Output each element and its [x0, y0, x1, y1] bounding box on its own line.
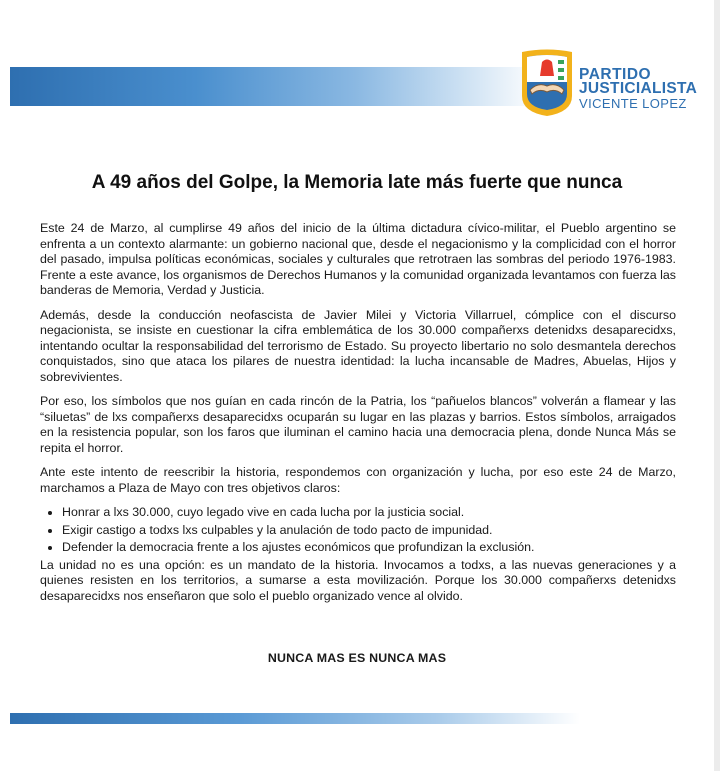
body-paragraph-4: Ante este intento de reescribir la historia, respondemos con organización y lucha, por eso este 24 de Marzo, marchamos a Plaza de Mayo con tres objetivos claros:	[40, 465, 676, 495]
closing-slogan: NUNCA MAS ES NUNCA MAS	[267, 651, 447, 665]
objective-item: • Defender la democracia frente a los ajustes económicos que profundizan la exclusión.	[62, 540, 676, 556]
objective-item: • Exigir castigo a todxs lxs culpables y la anulación de todo pacto de impunidad.	[62, 523, 676, 539]
party-logo	[518, 46, 716, 118]
body-paragraph-2: Además, desde la conducción neofascista de Javier Milei y Victoria Villarruel, cómplice con el discurso negacionista, se insiste en cuestionar la cifra emblemática de los 30.000 compañerxs detenidxs desaparecidxs, intentando ocultar la responsabilidad del terrorismo de Estado. Su proyecto libertario no solo desmantela derechos conquistados, sino que ataca los pilares de nuestra identidad: la lucha incansable de Madres, Abuelas, Hijos y sobrevivientes.	[40, 307, 676, 384]
header-gradient-band	[10, 67, 540, 106]
objectives-list	[40, 505, 676, 556]
logo-text-partido: PARTIDO	[579, 66, 652, 83]
body-paragraph-1: Este 24 de Marzo, al cumplirse 49 años del inicio de la última dictadura cívico-militar, el Pueblo argentino se enfrenta a un contexto alarmante: un gobierno nacional que, desde el negacionismo y la complicidad con el horror del pasado, impulsa políticas económicas, sociales y culturales que retrotraen las sombras del periodo 1976-1983. Frente a este avance, los organismos de Derechos Humanos y la comunidad organizada levantamos con fuerza las banderas de Memoria, Verdad y Justicia.	[40, 221, 676, 297]
logo-text-vicente-lopez: VICENTE LOPEZ	[579, 96, 687, 111]
body-paragraph-3: Por eso, los símbolos que nos guían en cada rincón de la Patria, los “pañuelos blancos” volverán a flamear y las “siluetas” de lxs compañerxs desaparecidxs ocuparán su lugar en las plazas y barrios. Estos símbolos, arraigados en la resistencia popular, son los faros que iluminan el camino hacia una democracia plena, donde Nunca Más se repita el horror.	[40, 394, 676, 455]
logo-text-justicialista: JUSTICIALISTA	[579, 80, 698, 97]
document-title: A 49 años del Golpe, la Memoria late más fuerte que nunca	[91, 172, 623, 193]
closing-paragraph: La unidad no es una opción: es un mandato de la historia. Invocamos a todxs, a las nuevas generaciones y a quienes resisten en los territorios, a sumarse a esta movilización. Porque los 30.000 compañerxs detenidxs desaparecidxs nos enseñaron que solo el pueblo organizado vence al olvido.	[40, 557, 676, 603]
footer-gradient-band	[10, 713, 580, 724]
document-body	[40, 221, 676, 604]
objective-item: • Honrar a lxs 30.000, cuyo legado vive en cada lucha por la justicia social.	[62, 505, 676, 521]
handshake-emblem-icon	[518, 46, 576, 118]
